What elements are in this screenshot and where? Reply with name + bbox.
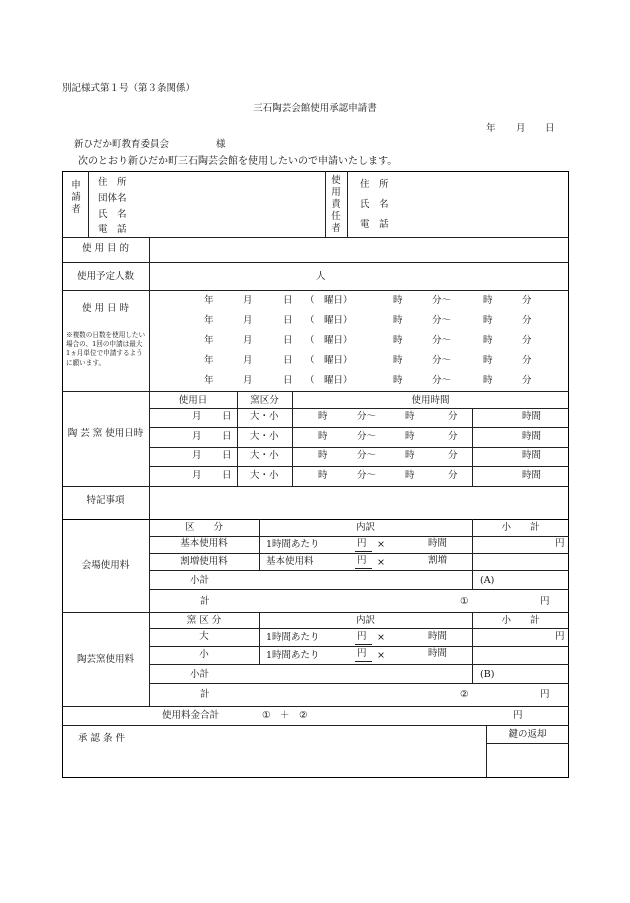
- kiln-fee-label: 陶芸窯使用料: [76, 654, 134, 665]
- responsible-phone-label: 電 話: [360, 219, 389, 230]
- key-return-label: 鍵の返却: [508, 729, 547, 740]
- kiln-fee-large-per: 1時間あたり: [266, 632, 320, 643]
- kiln-row-min: 分: [448, 411, 458, 422]
- kiln-row-day: 日: [222, 411, 232, 422]
- kiln-header-date: 使用日: [178, 395, 208, 406]
- divider: [149, 237, 150, 519]
- date-month: 月: [516, 123, 526, 134]
- divider: [62, 706, 569, 707]
- hall-extra-yen: 円: [357, 555, 367, 566]
- kiln-row-month: 月: [192, 469, 202, 481]
- underline: [355, 568, 372, 569]
- hall-extra-base: 基本使用料: [266, 556, 314, 567]
- kiln-row-hour2: 時: [405, 430, 415, 442]
- kiln-fee-header-subtotal: 小 計: [501, 615, 540, 626]
- divider: [325, 171, 326, 237]
- kiln-fee-header-detail: 内訳: [355, 615, 375, 626]
- usage-row-min: 分: [522, 355, 532, 366]
- usage-row-hour: 時: [393, 315, 403, 326]
- hall-header-category: 区 分: [184, 522, 223, 533]
- applicant-group-label: 団体名: [98, 193, 127, 204]
- usage-row-dow: （ 曜日）: [305, 295, 353, 306]
- hall-total-mark: ①: [460, 596, 469, 607]
- divider: [62, 486, 569, 487]
- usage-row-min_from: 分～: [432, 335, 452, 346]
- divider: [62, 612, 569, 613]
- usage-row-year: 年: [204, 375, 214, 386]
- kiln-fee-large-label: 大: [199, 631, 209, 642]
- usage-row-month: 月: [243, 335, 253, 346]
- kiln-row-min_from: 分～: [357, 469, 377, 481]
- responsible-label: 使用責任者: [331, 175, 341, 234]
- grand-total-formula: ① ＋ ②: [262, 710, 308, 721]
- usage-row-month: 月: [243, 355, 253, 366]
- usage-row-day: 日: [283, 375, 293, 386]
- kiln-fee-large-total: 円: [555, 631, 565, 642]
- usage-row-min_from: 分～: [432, 355, 452, 366]
- kiln-row-hour: 時: [318, 469, 328, 481]
- remarks-label: 特記事項: [86, 495, 125, 506]
- kiln-row-hour: 時: [318, 450, 328, 461]
- usage-row-min: 分: [522, 335, 532, 346]
- usage-row-year: 年: [204, 295, 214, 306]
- kiln-row-size: 大・小: [250, 430, 279, 442]
- usage-row-day: 日: [283, 355, 293, 366]
- usage-row-hour: 時: [393, 295, 403, 306]
- kiln-header-size: 窯区分: [250, 395, 279, 406]
- divider: [149, 646, 569, 647]
- kiln-row-hour2: 時: [405, 411, 415, 422]
- divider: [472, 519, 473, 589]
- divider: [62, 290, 569, 291]
- hall-basic-hours: 時間: [428, 538, 448, 549]
- divider: [472, 612, 473, 683]
- divider: [259, 612, 260, 664]
- divider: [62, 237, 569, 238]
- applicant-name-label: 氏 名: [98, 209, 127, 220]
- kiln-fee-total-mark: ②: [460, 689, 469, 700]
- divider: [88, 171, 89, 237]
- hall-extra-label: 割増使用料: [180, 556, 228, 567]
- kiln-fee-total-yen: 円: [540, 689, 550, 700]
- usage-row-year: 年: [204, 355, 214, 366]
- hall-basic-total: 円: [555, 538, 565, 549]
- usage-row-hour: 時: [393, 375, 403, 386]
- usage-row-hour: 時: [393, 335, 403, 346]
- kiln-fee-small-per: 1時間あたり: [266, 650, 320, 661]
- hall-extra-times: ×: [377, 557, 385, 568]
- divider: [292, 391, 293, 486]
- kiln-row-size: 大・小: [250, 450, 279, 461]
- kiln-row-month: 月: [192, 411, 202, 422]
- underline: [355, 551, 372, 552]
- honorific: 様: [216, 139, 226, 150]
- kiln-row-hours: 時間: [522, 430, 542, 442]
- hall-header-detail: 内訳: [355, 522, 375, 533]
- kiln-fee-subtotal-label: 小計: [190, 669, 210, 680]
- intro-text: 次のとおり新ひだか町三石陶芸会館を使用したいので申請いたします。: [78, 156, 398, 167]
- usage-row-min: 分: [522, 315, 532, 326]
- kiln-row-month: 月: [192, 430, 202, 442]
- kiln-row-month: 月: [192, 450, 202, 461]
- responsible-name-label: 氏 名: [360, 199, 389, 210]
- usage-row-day: 日: [283, 335, 293, 346]
- divider: [149, 427, 569, 428]
- usage-datetime-label: 使 用 日 時: [81, 303, 130, 314]
- kiln-row-day: 日: [222, 450, 232, 461]
- usage-row-year: 年: [204, 315, 214, 326]
- divider: [149, 408, 569, 409]
- people-unit: 人: [316, 271, 326, 282]
- divider: [149, 664, 569, 665]
- kiln-fee-large-yen: 円: [357, 631, 367, 642]
- underline: [355, 644, 372, 645]
- kiln-fee-small-yen: 円: [357, 648, 367, 659]
- usage-row-day: 日: [283, 315, 293, 326]
- kiln-header-time: 使用時間: [411, 395, 450, 406]
- kiln-row-hour: 時: [318, 411, 328, 422]
- hall-extra-rate: 割増: [428, 555, 448, 566]
- divider: [149, 447, 569, 448]
- kiln-row-hour2: 時: [405, 450, 415, 461]
- kiln-row-min_from: 分～: [357, 450, 377, 461]
- usage-row-hour: 時: [393, 355, 403, 366]
- kiln-row-size: 大・小: [250, 469, 279, 481]
- divider: [486, 743, 569, 744]
- kiln-fee-header-category: 窯 区 分: [186, 615, 222, 626]
- hall-subtotal-mark: (A): [480, 575, 495, 586]
- approval-label: 承 認 条 件: [78, 733, 126, 744]
- usage-row-hour2: 時: [483, 315, 493, 326]
- usage-row-month: 月: [243, 375, 253, 386]
- page-title: 三石陶芸会館使用承認申請書: [253, 103, 377, 114]
- kiln-fee-small-hours: 時間: [428, 648, 448, 659]
- hall-header-subtotal: 小 計: [501, 522, 540, 533]
- kiln-row-min: 分: [448, 469, 458, 481]
- usage-row-dow: （ 曜日）: [305, 375, 353, 386]
- applicant-label: 申請者: [71, 180, 81, 215]
- divider: [259, 519, 260, 570]
- hall-basic-times: ×: [377, 539, 385, 550]
- usage-row-min: 分: [522, 295, 532, 306]
- kiln-row-min_from: 分～: [357, 430, 377, 442]
- kiln-fee-small-label: 小: [199, 649, 209, 660]
- applicant-phone-label: 電 話: [98, 224, 127, 235]
- hall-basic-label: 基本使用料: [180, 538, 228, 549]
- kiln-row-hours: 時間: [522, 450, 542, 461]
- usage-row-month: 月: [243, 315, 253, 326]
- divider: [149, 683, 569, 684]
- hall-total-yen: 円: [540, 596, 550, 607]
- date-year: 年: [486, 123, 496, 134]
- divider: [149, 553, 569, 554]
- hall-total-label: 計: [200, 596, 210, 607]
- purpose-label: 使 用 目 的: [81, 243, 130, 254]
- divider: [347, 171, 348, 237]
- usage-row-hour2: 時: [483, 355, 493, 366]
- divider: [149, 628, 569, 629]
- kiln-fee-subtotal-mark: (B): [480, 669, 495, 680]
- date-day: 日: [545, 123, 555, 134]
- kiln-row-day: 日: [222, 469, 232, 481]
- kiln-fee-total-label: 計: [200, 689, 210, 700]
- hall-fee-label: 会場使用料: [81, 560, 130, 571]
- applicant-address-label: 住 所: [98, 177, 127, 188]
- usage-row-dow: （ 曜日）: [305, 315, 353, 326]
- kiln-fee-large-hours: 時間: [428, 631, 448, 642]
- divider: [149, 536, 569, 537]
- responsible-address-label: 住 所: [360, 179, 389, 190]
- usage-row-year: 年: [204, 335, 214, 346]
- divider: [62, 262, 569, 263]
- kiln-row-hours: 時間: [522, 469, 542, 481]
- people-label: 使用予定人数: [76, 271, 134, 282]
- kiln-row-hours: 時間: [522, 411, 542, 422]
- underline: [355, 661, 372, 662]
- divider: [149, 466, 569, 467]
- kiln-row-size: 大・小: [250, 411, 279, 422]
- kiln-row-min_from: 分～: [357, 411, 377, 422]
- kiln-fee-large-times: ×: [377, 632, 385, 643]
- addressee: 新ひだか町教育委員会: [74, 139, 170, 150]
- kiln-row-min: 分: [448, 430, 458, 442]
- kiln-fee-small-times: ×: [377, 650, 385, 661]
- usage-row-min: 分: [522, 375, 532, 386]
- form-label: 別記様式第１号（第３条関係）: [62, 83, 196, 94]
- divider: [149, 570, 569, 571]
- kiln-row-hour2: 時: [405, 469, 415, 481]
- kiln-row-hour: 時: [318, 430, 328, 442]
- usage-row-min_from: 分～: [432, 295, 452, 306]
- kiln-usage-label: 陶 芸 窯 使用日時: [67, 428, 144, 439]
- hall-basic-per: 1時間あたり: [266, 539, 320, 550]
- usage-row-day: 日: [283, 295, 293, 306]
- usage-row-hour2: 時: [483, 295, 493, 306]
- usage-row-min_from: 分～: [432, 315, 452, 326]
- divider: [62, 391, 569, 392]
- usage-note: ※複数の日数を使用したい場合の、1回の申請は最大1ヵ月単位で申請するように願います。: [66, 331, 146, 367]
- kiln-row-day: 日: [222, 430, 232, 442]
- grand-total-label: 使用料金合計: [162, 710, 220, 721]
- kiln-row-min: 分: [448, 450, 458, 461]
- divider: [237, 391, 238, 486]
- divider: [62, 519, 569, 520]
- usage-row-dow: （ 曜日）: [305, 355, 353, 366]
- usage-row-dow: （ 曜日）: [305, 335, 353, 346]
- hall-subtotal-label: 小計: [190, 575, 210, 586]
- usage-row-hour2: 時: [483, 335, 493, 346]
- hall-basic-yen: 円: [357, 538, 367, 549]
- usage-row-hour2: 時: [483, 375, 493, 386]
- divider: [149, 589, 569, 590]
- usage-row-min_from: 分～: [432, 375, 452, 386]
- usage-row-month: 月: [243, 295, 253, 306]
- divider: [62, 725, 569, 726]
- grand-total-yen: 円: [513, 710, 523, 721]
